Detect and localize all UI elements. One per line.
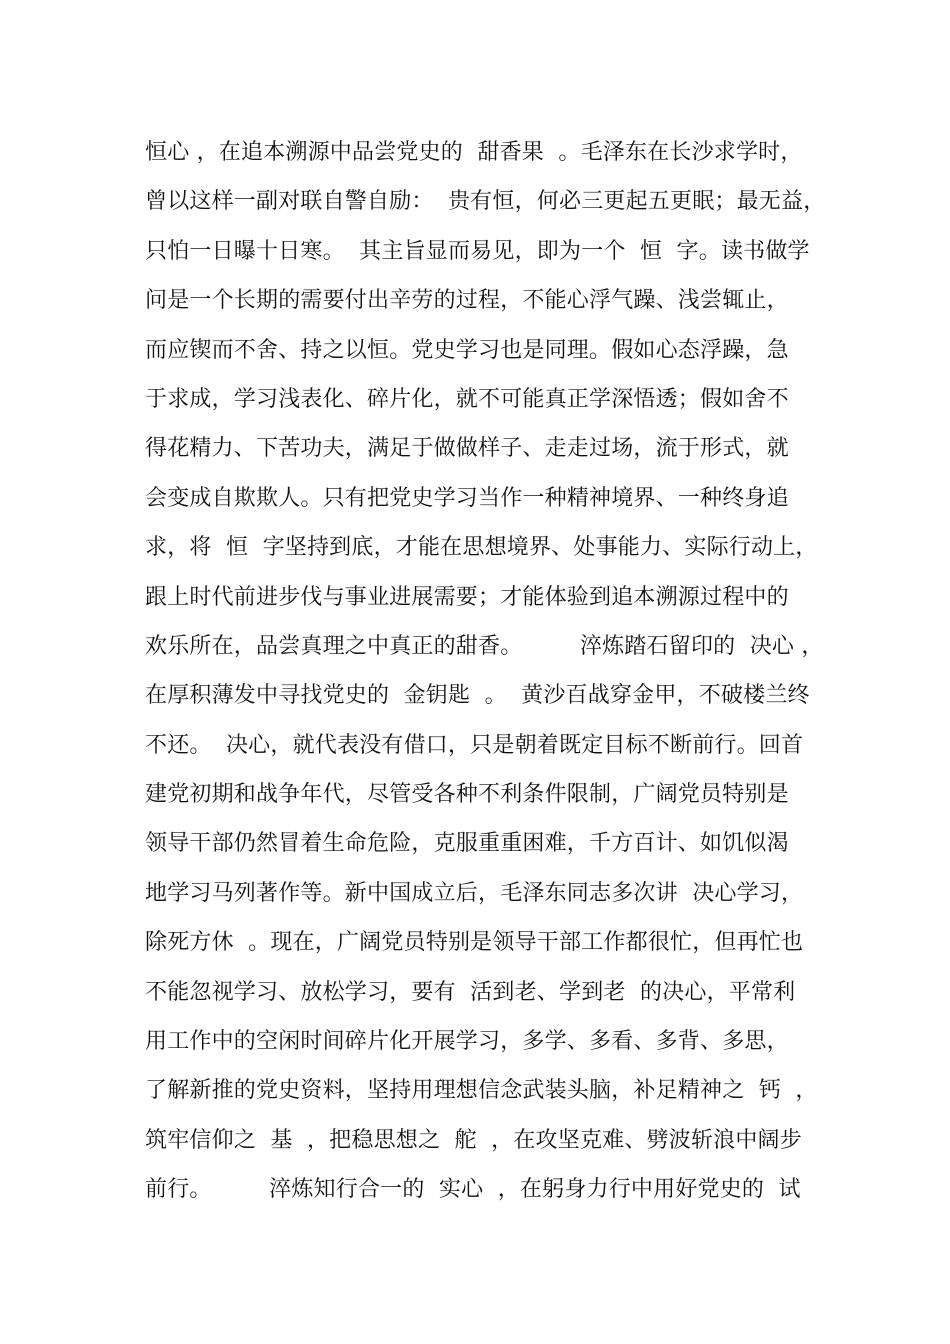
body-text <box>145 128 835 1215</box>
text-line: 曾以这样一副对联自警自励： 贵有恒，何必三更起五更眠；最无益， <box>145 189 826 215</box>
text-line: 前行。 淬炼知行合一的 实心 ，在躬身力行中用好党史的 试 <box>145 1177 801 1203</box>
text-line: 领导干部仍然冒着生命危险，克服重重困难，千方百计、如饥似渴 <box>145 831 789 857</box>
text-line: 欢乐所在，品尝真理之中真正的甜香。 淬炼踏石留印的 决心 ， <box>145 633 824 659</box>
text-line: 除死方休 。现在，广阔党员特别是领导干部工作都很忙，但再忙也 <box>145 930 804 956</box>
text-line: 会变成自欺欺人。只有把党史学习当作一种精神境界、一种终身追 <box>145 485 789 511</box>
text-line: 在厚积薄发中寻找党史的 金钥匙 。 黄沙百战穿金甲，不破楼兰终 <box>145 683 810 709</box>
text-line: 不能忽视学习、放松学习，要有 活到老、学到老 的决心，平常利 <box>145 979 796 1005</box>
text-line: 筑牢信仰之 基 ，把稳思想之 舵 ，在攻坚克难、劈波斩浪中阔步 <box>145 1127 802 1153</box>
text-line: 建党初期和战争年代，尽管受各种不利条件限制，广阔党员特别是 <box>145 782 789 808</box>
text-line: 恒心 ，在追本溯源中品尝党史的 甜香果 。毛泽东在长沙求学时， <box>145 140 803 165</box>
text-line: 了解新推的党史资料，坚持用理想信念武装头脑，补足精神之 钙 ， <box>145 1078 818 1104</box>
text-line: 问是一个长期的需要付出辛劳的过程，不能心浮气躁、浅尝辄止， <box>145 288 789 314</box>
text-line: 用工作中的空闲时间碎片化开展学习，多学、多看、多背、多思， <box>145 1029 789 1055</box>
text-line: 只怕一日曝十日寒。 其主旨显而易见，即为一个 恒 字。读书做学 <box>145 238 810 264</box>
text-line: 于求成，学习浅表化、碎片化，就不可能真正学深悟透；假如舍不 <box>145 386 789 412</box>
text-line: 地学习马列著作等。新中国成立后，毛泽东同志多次讲 决心学习， <box>145 880 804 906</box>
text-line: 而应锲而不舍、持之以恒。党史学习也是同理。假如心态浮躁，急 <box>145 337 789 363</box>
text-line: 跟上时代前进步伐与事业进展需要；才能体验到追本溯源过程中的 <box>145 584 789 610</box>
text-line: 不还。 决心，就代表没有借口，只是朝着既定目标不断前行。回首 <box>145 732 804 758</box>
text-line: 得花精力、下苦功夫，满足于做做样子、走走过场，流于形式，就 <box>145 436 789 462</box>
text-line: 求，将 恒 字坚持到底，才能在思想境界、处事能力、实际行动上， <box>145 535 818 561</box>
